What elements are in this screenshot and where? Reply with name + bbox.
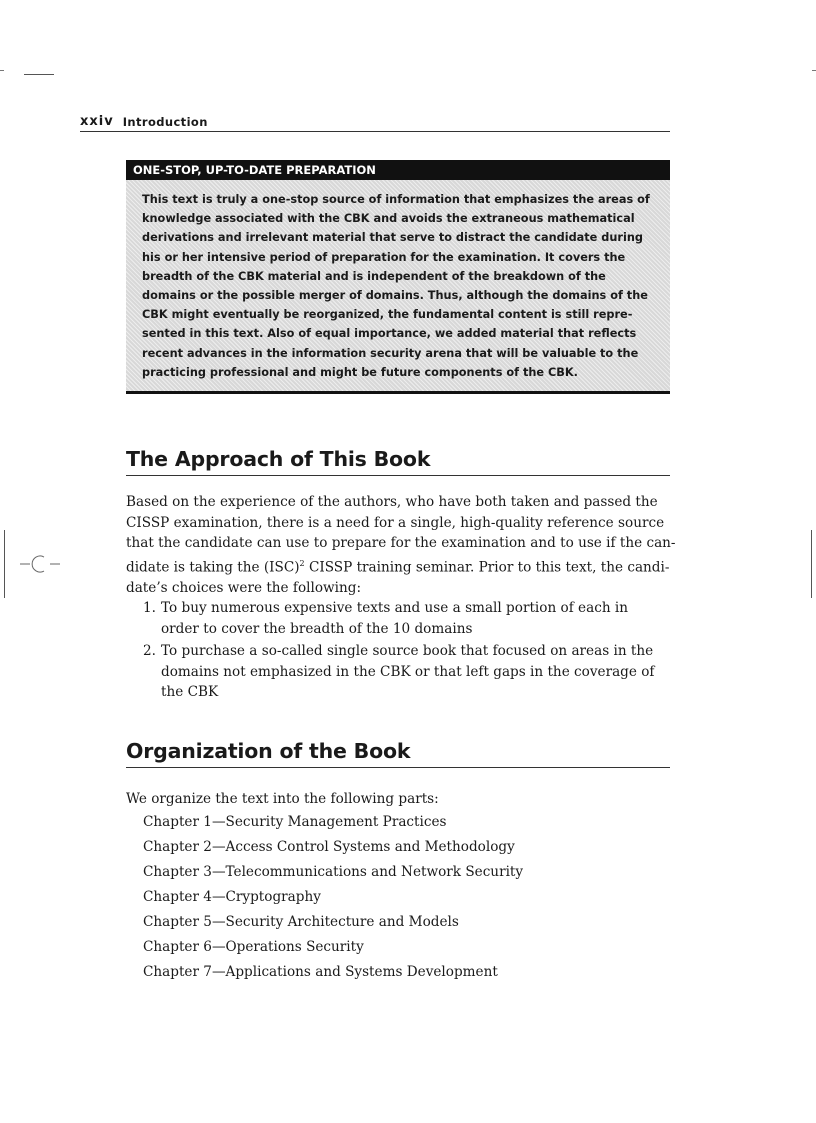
chapter-item: Chapter 1—Security Management Practices <box>143 814 447 830</box>
list-item <box>143 598 683 639</box>
sidebar-body <box>126 180 670 382</box>
sidebar-line: his or her intensive period of preparation for the examination. It covers the <box>142 250 626 264</box>
chapter-list <box>143 810 523 985</box>
sidebar-line: derivations and irrelevant material that serve to distract the candidate during <box>142 231 643 245</box>
numbered-list <box>143 598 683 705</box>
paragraph-line: date’s choices were the following: <box>126 579 362 596</box>
sidebar-line: breadth of the CBK material and is independent of the breakdown of the <box>142 269 606 283</box>
section-heading-organization: Organization of the Book <box>126 739 670 768</box>
approach-paragraph <box>126 492 686 598</box>
list-item <box>143 641 683 703</box>
paragraph-line: that the candidate can use to prepare for the examination and to use if the can- <box>126 535 676 551</box>
sidebar-line: domains or the possible merger of domains. Thus, although the domains of the <box>142 289 648 303</box>
running-head-title: Introduction <box>122 115 208 129</box>
line-text: didate is taking the (ISC) <box>126 559 300 576</box>
crop-tick <box>0 70 4 71</box>
paragraph-line: CISSP examination, there is a need for a single, high-quality reference source <box>126 514 665 531</box>
list-line: order to cover the breadth of the 10 domains <box>161 620 473 637</box>
list-text <box>161 641 654 703</box>
margin-rule <box>4 530 5 598</box>
crop-tick <box>812 70 816 71</box>
sidebar-line: knowledge associated with the CBK and avoids the extraneous mathematical <box>142 212 635 226</box>
superscript: 2 <box>299 558 305 568</box>
sidebar-line: sented in this text. Also of equal importance, we added material that reflects <box>142 327 637 341</box>
margin-rule <box>811 530 812 598</box>
list-number: 2. <box>143 643 156 659</box>
list-line: To purchase a so-called single source book that focused on areas in the <box>161 643 654 659</box>
chapter-item: Chapter 2—Access Control Systems and Methodology <box>143 839 515 855</box>
list-text <box>161 598 628 639</box>
list-number: 1. <box>143 600 156 616</box>
sidebar-title: ONE-STOP, UP-TO-DATE PREPARATION <box>126 160 670 180</box>
section-heading-approach: The Approach of This Book <box>126 447 670 476</box>
organization-intro: We organize the text into the following parts: <box>126 791 439 807</box>
running-head <box>80 113 670 132</box>
paragraph-line <box>126 554 686 578</box>
chapter-item: Chapter 6—Operations Security <box>143 939 364 955</box>
sidebar-box <box>126 160 670 394</box>
list-line: domains not emphasized in the CBK or that left gaps in the coverage of <box>161 663 655 680</box>
list-line: the CBK <box>161 684 219 700</box>
registration-mark-icon <box>20 553 60 575</box>
chapter-item: Chapter 5—Security Architecture and Models <box>143 914 459 930</box>
paragraph-line: Based on the experience of the authors, who have both taken and passed the <box>126 494 658 510</box>
list-line: To buy numerous expensive texts and use a small portion of each in <box>161 600 628 616</box>
sidebar-line: recent advances in the information security arena that will be valuable to the <box>142 346 639 360</box>
sidebar-line: practicing professional and might be future components of the CBK. <box>142 365 578 379</box>
crop-mark <box>24 74 54 75</box>
sidebar-line: CBK might eventually be reorganized, the fundamental content is still repre- <box>142 308 633 322</box>
chapter-item: Chapter 7—Applications and Systems Development <box>143 964 498 980</box>
line-text: CISSP training seminar. Prior to this text, the candi- <box>304 559 670 576</box>
chapter-item: Chapter 4—Cryptography <box>143 889 321 905</box>
page-number: xxiv <box>80 114 114 129</box>
chapter-item: Chapter 3—Telecommunications and Network Security <box>143 864 524 880</box>
sidebar-line: This text is truly a one-stop source of information that emphasizes the areas of <box>142 193 650 206</box>
